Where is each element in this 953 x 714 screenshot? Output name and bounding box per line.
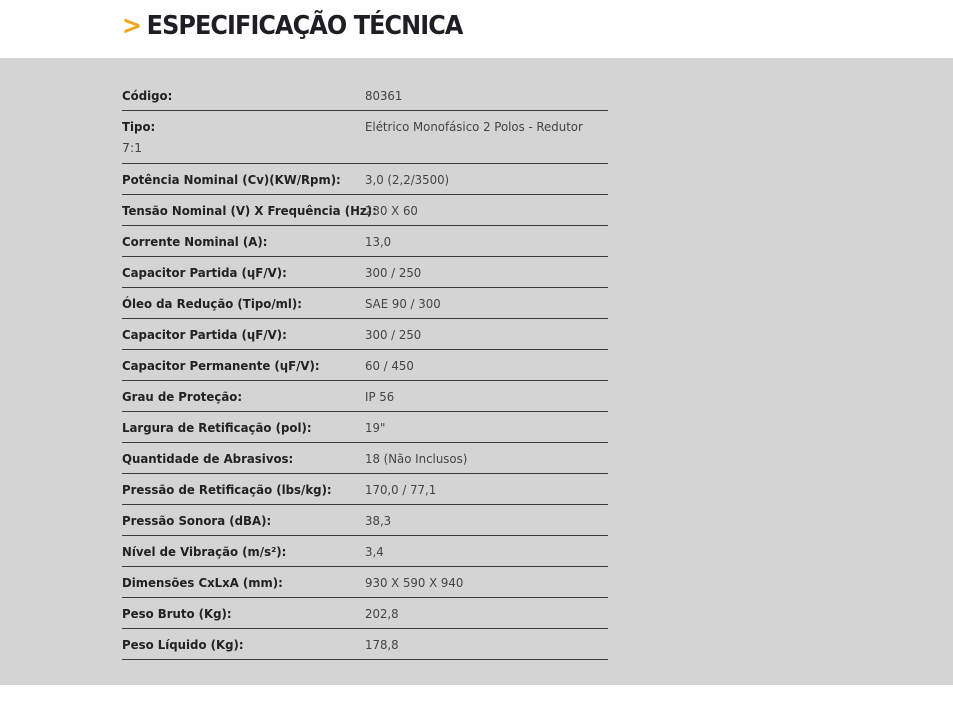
spec-label: Grau de Proteção:: [122, 389, 243, 404]
spec-row: [122, 598, 608, 629]
spec-value-continued: 7:1: [122, 140, 143, 155]
spec-value: 930 X 590 X 940: [365, 575, 464, 590]
spec-value: 80361: [365, 88, 403, 103]
spec-row: [122, 80, 608, 111]
spec-value: 38,3: [365, 513, 392, 528]
spec-row: [122, 536, 608, 567]
spec-panel: [0, 58, 953, 685]
spec-row: [122, 111, 608, 164]
spec-row: [122, 350, 608, 381]
spec-row: [122, 474, 608, 505]
section-header: [0, 0, 953, 58]
spec-label: Dimensões CxLxA (mm):: [122, 575, 283, 590]
spec-value: 3,0 (2,2/3500): [365, 172, 450, 187]
spec-value: 202,8: [365, 606, 399, 621]
spec-label: Código:: [122, 88, 173, 103]
spec-value: 60 / 450: [365, 358, 414, 373]
spec-label: Largura de Retificação (pol):: [122, 420, 312, 435]
spec-value: SAE 90 / 300: [365, 296, 441, 311]
spec-row: [122, 164, 608, 195]
spec-label: Corrente Nominal (A):: [122, 234, 268, 249]
spec-value: 170,0 / 77,1: [365, 482, 437, 497]
spec-label: Capacitor Partida (ɥF/V):: [122, 327, 287, 342]
spec-row: [122, 319, 608, 350]
spec-label: Pressão de Retificação (lbs/kg):: [122, 482, 332, 497]
spec-table: [122, 80, 608, 660]
spec-label: Tipo:: [122, 119, 156, 134]
spec-label: Capacitor Permanente (ɥF/V):: [122, 358, 320, 373]
page-title-text: ESPECIFICAÇÃO TÉCNICA: [146, 11, 463, 41]
spec-value: 18 (Não Inclusos): [365, 451, 468, 466]
spec-label: Tensão Nominal (V) X Frequência (Hz):: [122, 203, 377, 218]
spec-row: [122, 226, 608, 257]
spec-value: 13,0: [365, 234, 392, 249]
spec-label: Nível de Vibração (m/s²):: [122, 544, 287, 559]
spec-row: [122, 412, 608, 443]
page-title: [122, 11, 462, 41]
spec-label: Quantidade de Abrasivos:: [122, 451, 294, 466]
spec-row: [122, 257, 608, 288]
spec-row: [122, 195, 608, 226]
spec-value: 300 / 250: [365, 265, 422, 280]
spec-row: [122, 629, 608, 660]
spec-value: Elétrico Monofásico 2 Polos - Redutor: [365, 119, 583, 134]
page-footer-space: [0, 685, 953, 714]
spec-label: Potência Nominal (Cv)(KW/Rpm):: [122, 172, 341, 187]
spec-value: 3,4: [365, 544, 384, 559]
chevron-right-icon: >: [122, 11, 142, 41]
spec-value: 300 / 250: [365, 327, 422, 342]
spec-value: IP 56: [365, 389, 395, 404]
spec-row: [122, 381, 608, 412]
spec-row: [122, 505, 608, 536]
spec-label: Peso Líquido (Kg):: [122, 637, 244, 652]
spec-label: Peso Bruto (Kg):: [122, 606, 232, 621]
spec-label: Pressão Sonora (dBA):: [122, 513, 272, 528]
spec-label: Óleo da Redução (Tipo/ml):: [122, 296, 302, 311]
spec-value: 178,8: [365, 637, 399, 652]
spec-row: [122, 567, 608, 598]
spec-label: Capacitor Partida (ɥF/V):: [122, 265, 287, 280]
spec-value: 230 X 60: [365, 203, 418, 218]
spec-row: [122, 288, 608, 319]
spec-row: [122, 443, 608, 474]
spec-value: 19": [365, 420, 386, 435]
